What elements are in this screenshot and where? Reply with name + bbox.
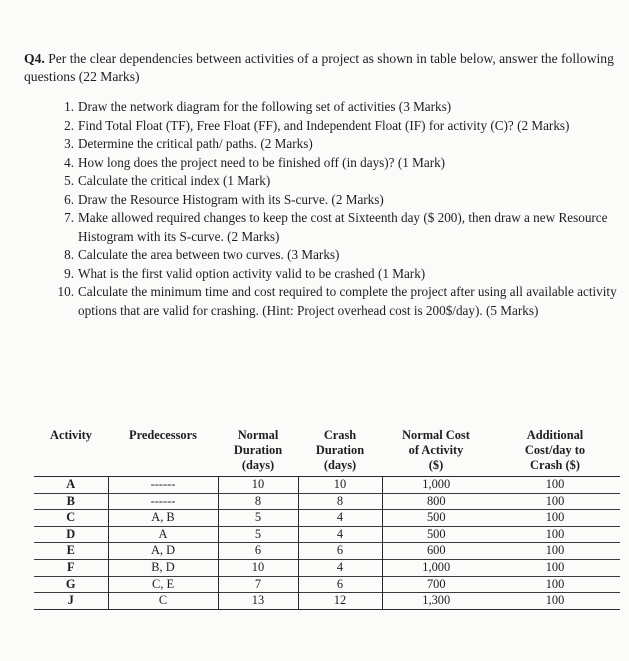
table-row [34, 510, 620, 527]
cell-additional-cost: 100 [490, 510, 620, 527]
header-additional-cost: Additional Cost/day to Crash ($) [524, 428, 586, 472]
cell-predecessors: C [108, 593, 218, 610]
cell-normal-cost: 500 [382, 526, 490, 543]
header-crash-duration: Crash Duration (days) [315, 428, 365, 472]
question-item: 6 . Draw the Resource Histogram with its S-curve. (2 Marks) [34, 191, 620, 210]
cell-activity: A [34, 477, 108, 494]
question-text: Draw the network diagram for the following set of activities (3 Marks) [78, 99, 452, 114]
cell-additional-cost: 100 [490, 576, 620, 593]
question-intro [24, 50, 614, 86]
cell-normal-duration: 10 [218, 559, 298, 576]
cell-crash-duration: 4 [298, 526, 382, 543]
cell-crash-duration: 8 [298, 493, 382, 510]
cell-predecessors: C, E [108, 576, 218, 593]
cell-crash-duration: 10 [298, 477, 382, 494]
question-number: Q4. [24, 51, 45, 66]
cell-normal-duration: 6 [218, 543, 298, 560]
header-normal-duration: Normal Duration (days) [233, 428, 283, 472]
cell-activity: G [34, 576, 108, 593]
question-text: What is the first valid option activity valid to be crashed (1 Mark) [78, 265, 426, 281]
question-text: Determine the critical path/ paths. (2 Marks) [78, 136, 313, 151]
table-row [34, 493, 620, 510]
cell-activity: D [34, 526, 108, 543]
cell-normal-cost: 1,000 [382, 477, 490, 494]
cell-crash-duration: 4 [298, 559, 382, 576]
table-row [34, 477, 620, 494]
question-item: 9 . What is the first valid option activity valid to be crashed (1 Mark) [34, 265, 620, 284]
cell-additional-cost: 100 [490, 477, 620, 494]
cell-normal-duration: 7 [218, 576, 298, 593]
header-predecessors: Predecessors [129, 428, 197, 442]
question-text: Make allowed required changes to keep the cost at Sixteenth day ($ 200), then draw a new Resource Histogram with its S-curve. (2 Marks) [78, 210, 608, 244]
header-activity: Activity [50, 428, 92, 442]
cell-normal-duration: 5 [218, 526, 298, 543]
cell-predecessors: A, B [108, 510, 218, 527]
cell-predecessors: B, D [108, 559, 218, 576]
cell-activity: E [34, 543, 108, 560]
cell-normal-cost: 1,000 [382, 559, 490, 576]
cell-additional-cost: 100 [490, 526, 620, 543]
cell-normal-duration: 5 [218, 510, 298, 527]
cell-additional-cost: 100 [490, 493, 620, 510]
question-text: Calculate the area between two curves. (3 Marks) [78, 247, 340, 262]
cell-predecessors: ------ [108, 477, 218, 494]
table-row [34, 543, 620, 560]
cell-predecessors: A, D [108, 543, 218, 560]
question-item: 1 . Draw the network diagram for the following set of activities (3 Marks) [34, 98, 620, 117]
cell-normal-duration: 10 [218, 477, 298, 494]
table-row [34, 576, 620, 593]
question-text: How long does the project need to be finished off (in days)? (1 Mark) [78, 154, 446, 170]
question-item: 3 . Determine the critical path/ paths. (2 Marks) [34, 135, 620, 154]
question-item: 8 . Calculate the area between two curves. (3 Marks) [34, 246, 620, 265]
cell-normal-cost: 600 [382, 543, 490, 560]
cell-crash-duration: 4 [298, 510, 382, 527]
question-text: Calculate the critical index (1 Mark) [78, 173, 271, 188]
cell-normal-cost: 1,300 [382, 593, 490, 610]
cell-activity: J [34, 593, 108, 610]
question-text: Find Total Float (TF), Free Float (FF), and Independent Float (IF) for activity (C)? (2 Marks) [78, 117, 570, 133]
cell-crash-duration: 12 [298, 593, 382, 610]
table-row [34, 526, 620, 543]
question-item: 5 . Calculate the critical index (1 Mark) [34, 172, 620, 191]
table-header-row [34, 426, 620, 477]
cell-additional-cost: 100 [490, 543, 620, 560]
cell-additional-cost: 100 [490, 593, 620, 610]
question-list [34, 98, 620, 320]
question-item: 7 . Make allowed required changes to keep the cost at Sixteenth day ($ 200), then draw a new Resource Histogram with its S-curve. (2 Marks) [34, 209, 620, 246]
question-intro-text: Per the clear dependencies between activities of a project as shown in table below, answer the following questions (22 Marks) [24, 51, 614, 84]
cell-normal-duration: 13 [218, 593, 298, 610]
cell-normal-cost: 800 [382, 493, 490, 510]
question-item: 4 . How long does the project need to be finished off (in days)? (1 Mark) [34, 154, 620, 173]
cell-normal-duration: 8 [218, 493, 298, 510]
cell-predecessors: A [108, 526, 218, 543]
cell-normal-cost: 500 [382, 510, 490, 527]
cell-normal-cost: 700 [382, 576, 490, 593]
question-text: Calculate the minimum time and cost required to complete the project after using all available activity options that are valid for crashing. (Hint: Project overhead cost is 200$/day). (5 Marks) [78, 284, 617, 318]
header-normal-cost: Normal Cost of Activity ($) [402, 428, 470, 472]
activity-table [34, 426, 620, 610]
cell-activity: C [34, 510, 108, 527]
question-item: 2 . Find Total Float (TF), Free Float (FF), and Independent Float (IF) for activity (C)? (2 Marks) [34, 117, 620, 136]
cell-activity: F [34, 559, 108, 576]
cell-additional-cost: 100 [490, 559, 620, 576]
cell-predecessors: ------ [108, 493, 218, 510]
question-item: 10 . Calculate the minimum time and cost required to complete the project after using all available activity options that are valid for crashing. (Hint: Project overhead cost is 200$/day). (5 Marks) [34, 283, 620, 320]
cell-crash-duration: 6 [298, 576, 382, 593]
cell-activity: B [34, 493, 108, 510]
table-row [34, 559, 620, 576]
table-row [34, 593, 620, 610]
question-text: Draw the Resource Histogram with its S-curve. (2 Marks) [78, 191, 384, 207]
cell-crash-duration: 6 [298, 543, 382, 560]
